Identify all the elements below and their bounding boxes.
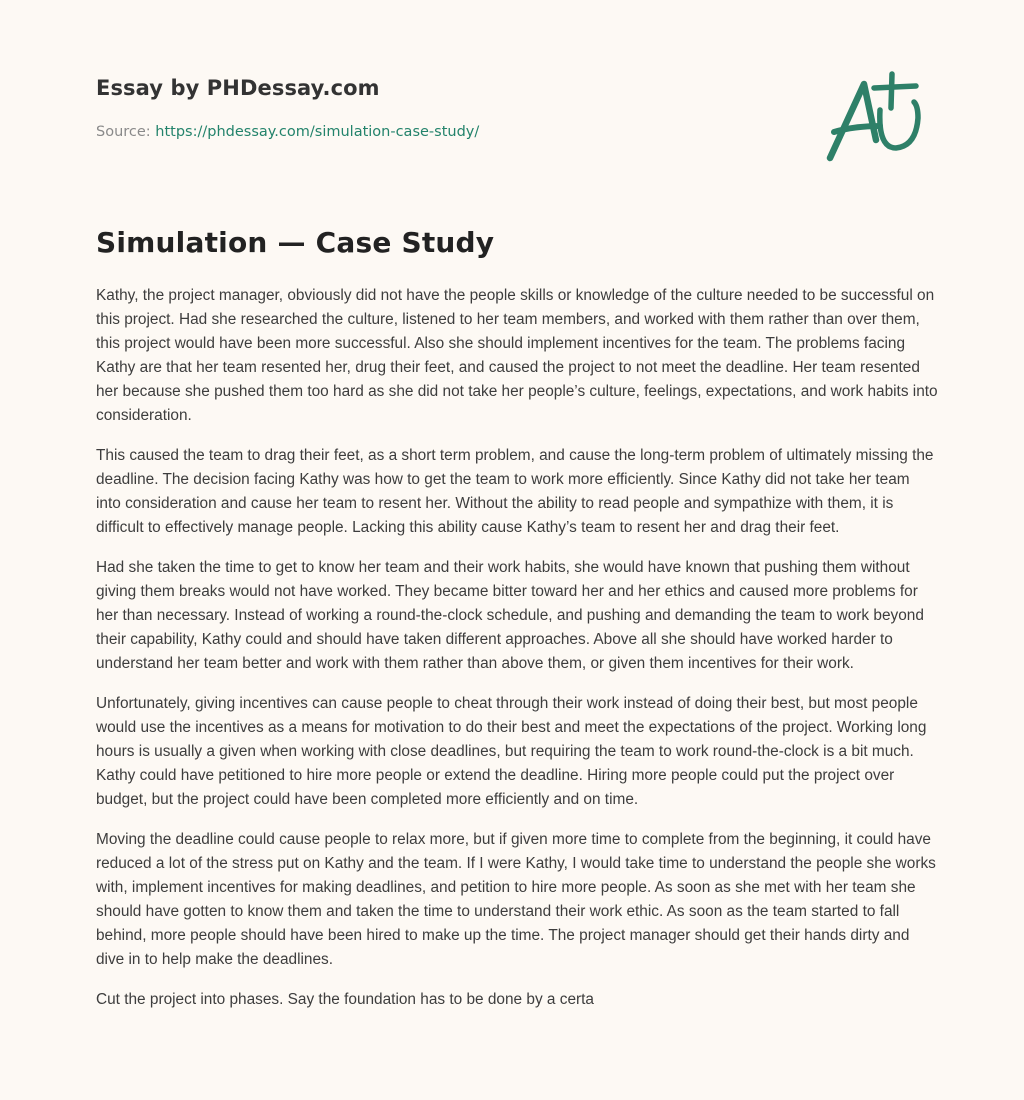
source-label: Source: (96, 124, 151, 140)
essay-paragraph: Unfortunately, giving incentives can cause people to cheat through their work instead of doing their best, but most people would use the incentives as a means for motivation to do their best and meet the expectations of the project. Working long hours is usually a given when working with close deadlines, but requiring the team to work round-the-clock is a bit much. Kathy could have petitioned to hire more people or extend the deadline. Hiring more people could put the project over budget, but the project could have been completed more efficiently and on time. (96, 695, 927, 808)
a-plus-grade-icon (820, 66, 930, 166)
source-link[interactable]: https://phdessay.com/simulation-case-study/ (155, 124, 480, 140)
essay-header (96, 76, 936, 140)
essay-paragraph: Kathy, the project manager, obviously did not have the people skills or knowledge of the culture needed to be successful on this project. Had she researched the culture, listened to her team members, and worked with them rather than over them, this project would have been more successful. Also she should implement incentives for the team. The problems facing Kathy are that her team resented her, drug their feet, and caused the project to not meet the deadline. Her team resented her because she pushed them too hard as she did not take her people’s culture, feelings, expectations, and work habits into consideration. (96, 287, 938, 424)
essay-body (96, 284, 938, 1028)
essay-title: Simulation — Case Study (96, 226, 495, 259)
source-line (96, 124, 479, 140)
essay-paragraph: This caused the team to drag their feet, as a short term problem, and cause the long-term problem of ultimately missing the deadline. The decision facing Kathy was how to get the team to work more efficiently. Since Kathy did not take her team into consideration and cause her team to resent her. Without the ability to read people and sympathize with them, it is difficult to effectively manage people. Lacking this ability cause Kathy’s team to resent her and drag their feet. (96, 447, 934, 536)
essay-paragraph: Had she taken the time to get to know her team and their work habits, she would have known that pushing them without giving them breaks would not have worked. They became bitter toward her and her ethics and caused more problems for her than necessary. Instead of working a round-the-clock schedule, and pushing and demanding the team to work beyond their capability, Kathy could and should have taken different approaches. Above all she should have worked harder to understand her team better and work with them rather than above them, or given them incentives for their work. (96, 559, 924, 672)
essay-paragraph: Moving the deadline could cause people to relax more, but if given more time to complete from the beginning, it could have reduced a lot of the stress put on Kathy and the team. If I were Kathy, I would take time to understand the people she works with, implement incentives for making deadlines, and petition to hire more people. As soon as she met with her team she should have gotten to know them and taken the time to understand their work ethic. As soon as the team started to fall behind, more people should have been hired to make up the time. The project manager should get their hands dirty and dive in to help make the deadlines. (96, 831, 936, 968)
site-title: Essay by PHDessay.com (96, 76, 380, 100)
essay-paragraph: Cut the project into phases. Say the foundation has to be done by a certa (96, 991, 594, 1008)
